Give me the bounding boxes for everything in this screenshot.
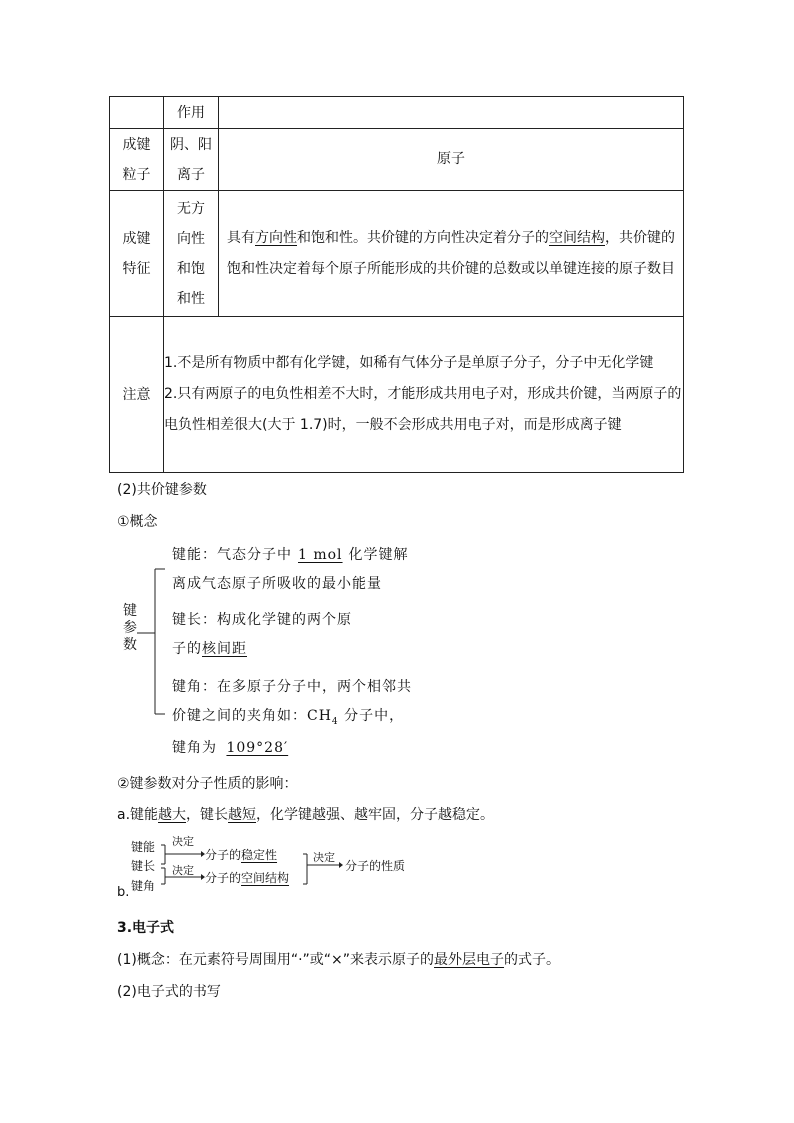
- bond-energy-line-1: [172, 544, 409, 564]
- bond-energy-line-2: 离成气态原子所吸收的最小能量: [172, 576, 382, 592]
- ionic-features-cell: [164, 191, 219, 317]
- bond-energy-pre: 键能：气态分子中: [172, 547, 292, 563]
- ionic-particles-text: 阴、阳 离子: [170, 136, 212, 183]
- larger-term: 越大: [158, 807, 187, 823]
- concept-pre: (1)概念：在元素符号周围用“·”或“×”来表示原子的: [117, 952, 435, 968]
- point-a-mid: ，键长: [186, 807, 229, 823]
- bond-length-line-2: [172, 638, 247, 658]
- bond-length-pre: 子的: [172, 641, 202, 657]
- section-electron-formula-title: 3.电子式: [117, 920, 175, 936]
- outermost-electrons-term: 最外层电子: [434, 952, 505, 968]
- table-row-particles: [110, 129, 684, 191]
- bond-angle-line-2: [172, 705, 404, 727]
- flow-result: 分子的性质: [345, 859, 406, 873]
- spatial-term: 空间结构: [241, 871, 290, 885]
- note-2: 2.只有两原子的电负性相差不大时，才能形成共用电子对，形成共价键，当两原子的电负性相差很大(大于 1.7)时，一般不会形成共用电子对，而是形成离子键: [164, 386, 682, 433]
- flow-spatial-pre: 分子的: [205, 871, 242, 885]
- flow-bond-energy: 键能: [131, 840, 156, 854]
- bond-angle-line-1: 键角：在多原子分子中，两个相邻共: [172, 679, 412, 695]
- row-label-notes: 注意: [110, 317, 164, 473]
- ionic-particles-cell: [164, 129, 219, 191]
- flow-arrows: [117, 835, 427, 905]
- flow-decide-1: 决定: [172, 835, 194, 848]
- covalent-particles-cell: 原子: [219, 129, 684, 191]
- header-cell-role: 作用: [164, 97, 219, 129]
- row-label-features: [110, 191, 164, 317]
- flow-decide-2: 决定: [172, 864, 194, 877]
- bond-length-line-1: 键长：构成化学键的两个原: [172, 612, 352, 628]
- bond-energy-post: 化学键解: [348, 547, 409, 563]
- methane-subscript: 4: [331, 716, 339, 727]
- flow-decide-3: 决定: [313, 851, 335, 864]
- electron-formula-concept: [117, 949, 560, 969]
- note-1: 1.不是所有物质中都有化学键，如稀有气体分子是单原子分子，分子中无化学键: [164, 355, 654, 371]
- concept-post: 的式子。: [504, 952, 561, 968]
- point-b-label: b.: [117, 885, 130, 900]
- flow-stability-pre: 分子的: [205, 848, 242, 862]
- covalent-features-post: ，共价键的饱和性决定着每个原子所能形成的共价键的总数或以单键连接的原子数目: [227, 229, 675, 277]
- point-a-pre: a.键能: [117, 807, 159, 823]
- bond-angle-line3-pre: 键角为: [172, 740, 217, 756]
- notes-cell: [164, 317, 684, 473]
- shorter-term: 越短: [228, 807, 257, 823]
- table-row-features: [110, 191, 684, 317]
- bond-angle-line-3: [172, 737, 292, 757]
- covalent-features-cell: [219, 191, 684, 317]
- bond-params-root-text: 键 参 数: [123, 603, 137, 653]
- tetrahedral-angle-value: 109°28′: [226, 740, 289, 756]
- row-label-features-text: 成键 特征: [122, 230, 151, 277]
- bond-angle-line2-post: 分子中，: [338, 708, 405, 724]
- internuclear-distance-term: 核间距: [202, 641, 247, 657]
- point-a: [117, 804, 494, 824]
- bond-energy-amount: 1 mol: [298, 547, 343, 563]
- stability-term: 稳定性: [241, 848, 278, 862]
- directionality-term: 方向性: [255, 229, 297, 246]
- point-a-post: ，化学键越强、越牢固，分子越稳定。: [256, 807, 495, 823]
- electron-formula-writing: (2)电子式的书写: [117, 984, 221, 1000]
- header-cell-empty: [110, 97, 164, 129]
- table-row-notes: [110, 317, 684, 473]
- bond-comparison-table: [109, 96, 684, 473]
- bond-parameters-diagram: [117, 538, 437, 768]
- row-label-particles: [110, 129, 164, 191]
- covalent-features-pre: 具有: [227, 229, 255, 246]
- concept-heading: ①概念: [117, 514, 158, 530]
- section-covalent-params-title: (2)共价键参数: [117, 482, 207, 498]
- table-header-row: [110, 97, 684, 129]
- bond-params-root-label: [120, 603, 140, 654]
- influence-heading: ②键参数对分子性质的影响：: [117, 776, 298, 792]
- flow-bond-length: 键长: [131, 859, 156, 873]
- ionic-features-text: 无方 向性 和饱 和性: [177, 200, 205, 307]
- bond-angle-line2-pre: 价键之间的夹角如：CH: [172, 708, 332, 724]
- row-label-particles-text: 成键 粒子: [122, 136, 151, 183]
- bond-params-flow-diagram: [117, 835, 427, 905]
- flow-bond-angle: 键角: [131, 879, 156, 893]
- covalent-features-mid: 和饱和性。共价键的方向性决定着分子的: [297, 229, 549, 246]
- spatial-structure-term: 空间结构: [549, 229, 605, 246]
- header-cell-empty-2: [219, 97, 684, 129]
